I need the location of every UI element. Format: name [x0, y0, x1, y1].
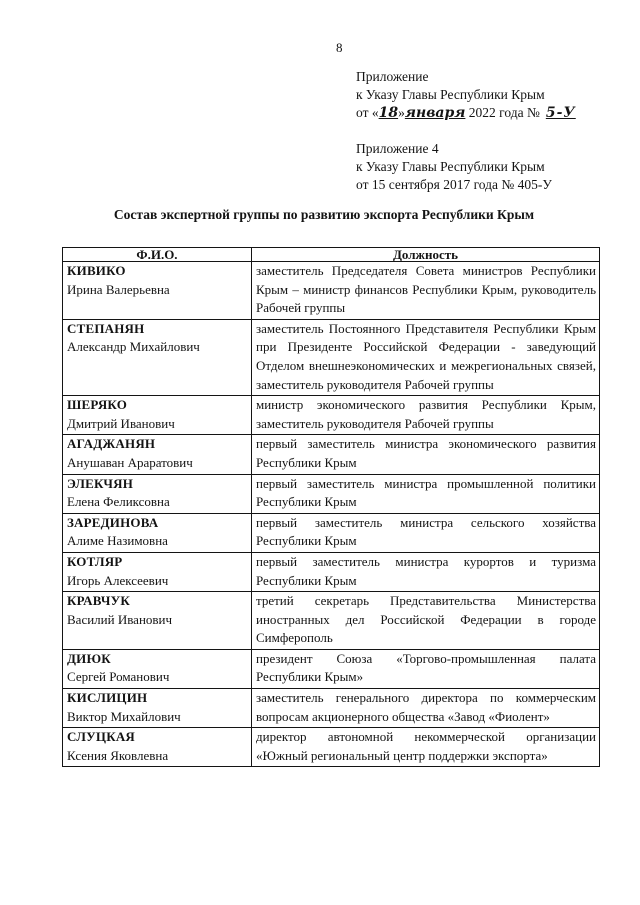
member-name-cell [63, 474, 252, 513]
appendix-current [356, 68, 576, 122]
member-given-names: Алиме Назимовна [67, 533, 168, 549]
member-surname: СТЕПАНЯН [67, 320, 145, 336]
appendix-current-line1: Приложение [356, 69, 429, 84]
table-row [63, 319, 600, 395]
date-mid: » [398, 105, 405, 120]
member-name-cell [63, 435, 252, 474]
table-header-row [63, 248, 600, 262]
member-given-names: Ирина Валерьевна [67, 281, 170, 297]
member-surname: ДИЮК [67, 650, 111, 666]
member-name-cell [63, 689, 252, 728]
member-position: министр экономического развития Республики Крым, заместитель руководителя Рабочей группы [252, 396, 600, 435]
table-row [63, 689, 600, 728]
member-name-cell [63, 728, 252, 767]
document-title: Состав экспертной группы по развитию экспорта Республики Крым [113, 207, 535, 222]
member-position: заместитель Постоянного Представителя Республики Крым при Президенте Российской Федерации - заведующий Отделом внешнеэкономических и межрегиональных связей, заместитель руководителя Рабочей группы [252, 319, 600, 395]
member-position: директор автономной некоммерческой организации «Южный региональный центр поддержки экспорта» [252, 728, 600, 767]
member-name-cell [63, 649, 252, 688]
member-given-names: Виктор Михайлович [67, 708, 181, 724]
table-row [63, 552, 600, 591]
handwritten-day: 18 [378, 105, 399, 121]
member-name-cell [63, 552, 252, 591]
member-position: третий секретарь Представительства Министерства иностранных дел Российской Федерации в городе Симферополь [252, 592, 600, 650]
table-row [63, 262, 600, 320]
member-position: заместитель Председателя Совета министров Республики Крым – министр финансов Республики Крым, руководитель Рабочей группы [252, 262, 600, 320]
member-position: заместитель генерального директора по коммерческим вопросам акционерного общества «Завод «Фиолент» [252, 689, 600, 728]
member-name-cell [63, 396, 252, 435]
table-row [63, 649, 600, 688]
member-given-names: Василий Иванович [67, 611, 173, 627]
member-surname: КОТЛЯР [67, 553, 123, 569]
appendix-previous-line2: к Указу Главы Республики Крым [356, 159, 545, 174]
member-position: первый заместитель министра курортов и туризма Республики Крым [252, 552, 600, 591]
member-name-cell [63, 513, 252, 552]
member-name-cell [63, 262, 252, 320]
appendix-previous [356, 140, 552, 194]
handwritten-number: 5-У [545, 105, 576, 121]
member-surname: КИВИКО [67, 263, 126, 278]
member-surname: АГАДЖАНЯН [67, 436, 156, 452]
page-number: 8 [336, 40, 343, 55]
member-surname: СЛУЦКАЯ [67, 729, 136, 745]
table-row [63, 513, 600, 552]
member-position: первый заместитель министра сельского хозяйства Республики Крым [252, 513, 600, 552]
member-surname: ЭЛЕКЧЯН [67, 475, 134, 491]
member-given-names: Дмитрий Иванович [67, 415, 175, 431]
member-given-names: Анушаван Араратович [67, 454, 193, 470]
member-given-names: Ксения Яковлевна [67, 747, 169, 763]
date-suffix: 2022 года № [465, 105, 540, 120]
date-prefix: от « [356, 105, 379, 120]
member-surname: КИСЛИЦИН [67, 690, 148, 706]
members-table-body [63, 262, 600, 767]
table-row [63, 728, 600, 767]
member-name-cell [63, 592, 252, 650]
member-given-names: Елена Феликсовна [67, 494, 170, 510]
member-position: президент Союза «Торгово-промышленная палата Республики Крым» [252, 649, 600, 688]
member-surname: ЗАРЕДИНОВА [67, 514, 159, 530]
member-name-cell [63, 319, 252, 395]
member-position: первый заместитель министра экономического развития Республики Крым [252, 435, 600, 474]
member-given-names: Сергей Романович [67, 669, 170, 685]
appendix-previous-line3: от 15 сентября 2017 года № 405-У [356, 177, 552, 192]
appendix-current-date-line [356, 104, 576, 122]
member-position: первый заместитель министра промышленной политики Республики Крым [252, 474, 600, 513]
header-position: Должность [252, 248, 600, 262]
member-surname: КРАВЧУК [67, 593, 131, 609]
member-surname: ШЕРЯКО [67, 397, 128, 413]
handwritten-month: января [404, 105, 466, 121]
members-table [62, 247, 600, 767]
header-fio: Ф.И.О. [63, 248, 252, 262]
table-row [63, 396, 600, 435]
member-given-names: Игорь Алексеевич [67, 572, 169, 588]
table-row [63, 592, 600, 650]
table-row [63, 435, 600, 474]
appendix-current-line2: к Указу Главы Республики Крым [356, 87, 545, 102]
table-row [63, 474, 600, 513]
appendix-previous-line1: Приложение 4 [356, 141, 439, 156]
member-given-names: Александр Михайлович [67, 339, 200, 355]
